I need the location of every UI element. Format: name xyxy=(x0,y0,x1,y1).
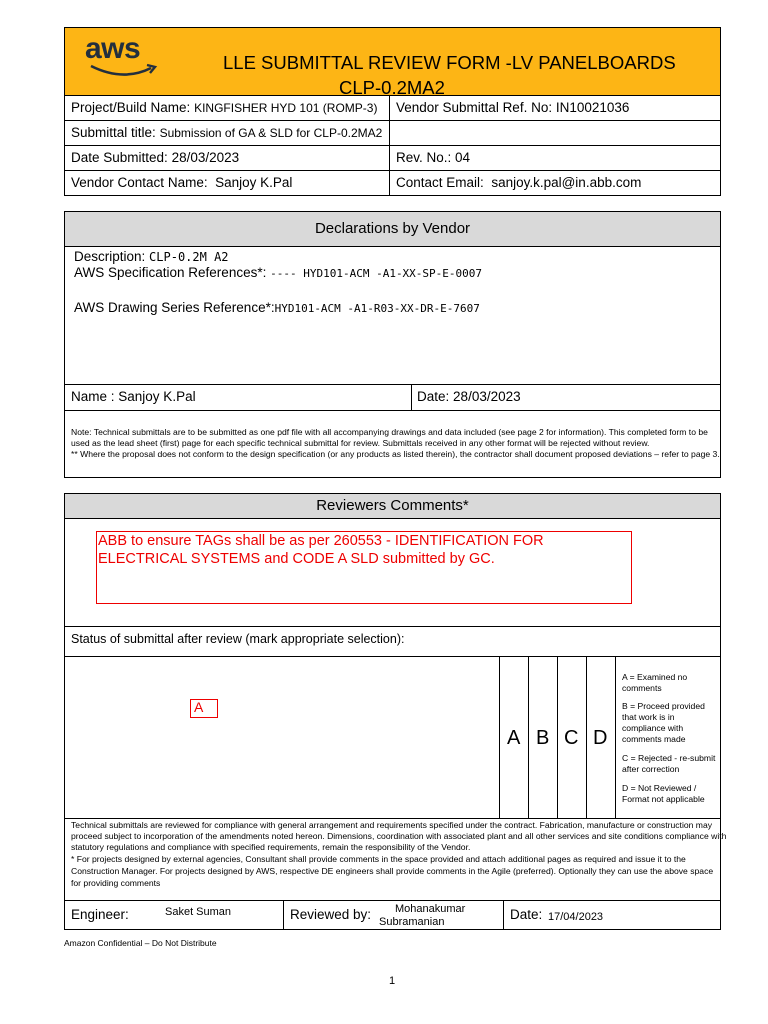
status-option-c[interactable]: C xyxy=(564,727,579,749)
selected-status-value: A xyxy=(194,699,204,715)
aws-logo xyxy=(85,32,165,72)
reviewed-by-label: Reviewed by: xyxy=(290,907,372,922)
status-label: Status of submittal after review (mark appropriate selection): xyxy=(71,632,405,646)
status-option-b[interactable]: B xyxy=(536,727,550,749)
title-value: Submission of GA & SLD for CLP-0.2MA2 xyxy=(159,126,383,140)
legend-c2: after correction xyxy=(622,764,680,774)
rev-label: Rev. No.: xyxy=(396,150,452,165)
form-subtitle: CLP-0.2MA2 xyxy=(339,77,445,98)
form-header xyxy=(64,27,721,96)
declarations-heading: Declarations by Vendor xyxy=(314,220,471,237)
reviewed-by-value-2: Subramanian xyxy=(379,916,445,928)
contact-email-value: sanjoy.k.pal@in.abb.com xyxy=(491,175,642,190)
contact-name-value: Sanjoy K.Pal xyxy=(215,175,293,190)
legend-d2: Format not applicable xyxy=(622,794,705,804)
fine-print-6: for providing comments xyxy=(71,878,161,888)
engineer-label: Engineer: xyxy=(71,907,129,922)
legend-b2: that work is in xyxy=(622,712,675,722)
form-title: LLE SUBMITTAL REVIEW FORM -LV PANELBOARDS xyxy=(223,52,676,73)
vendor-date-label: Date: xyxy=(417,389,450,404)
vendor-ref-value: IN10021036 xyxy=(555,100,630,115)
fine-print-5: Construction Manager. For projects designed by AWS, respective DE engineers shall provide comments in the Agile (preferred). Optionally they can use the above space xyxy=(71,866,714,876)
comment-line-2: ELECTRICAL SYSTEMS and CODE A SLD submitted by GC. xyxy=(98,551,495,567)
fine-print-3: statutory regulations and compliance with specified requirements, remain the responsibility of the Vendor. xyxy=(71,842,471,852)
title-label: Submittal title: xyxy=(71,125,156,140)
spec-value: ---- HYD101-ACM -A1-XX-SP-E-0007 xyxy=(270,267,483,280)
note-line-1: Note: Technical submittals are to be submitted as one pdf file with all accompanying drawings and data included (see page 2 for information). This completed form to be xyxy=(71,427,708,437)
review-date-label: Date: xyxy=(510,907,543,922)
legend-c1: C = Rejected - re-submit xyxy=(622,753,716,763)
description-value: CLP-0.2M A2 xyxy=(149,250,229,264)
date-submitted-value: 28/03/2023 xyxy=(171,150,240,165)
project-value: KINGFISHER HYD 101 (ROMP-3) xyxy=(194,101,378,115)
fine-print-4: * For projects designed by external agencies, Consultant shall provide comments in the space provided and attach additional pages as required and issue it to the xyxy=(71,854,686,864)
legend-d1: D = Not Reviewed / xyxy=(622,783,697,793)
reviewers-heading: Reviewers Comments* xyxy=(316,497,469,514)
engineer-value: Saket Suman xyxy=(165,906,232,918)
vendor-ref-label: Vendor Submittal Ref. No: xyxy=(396,100,553,115)
rev-value: 04 xyxy=(455,150,471,165)
note-line-2: used as the lead sheet (first) page for each specific technical submittal for review. Submittals received in any other format will be rejected without review. xyxy=(71,438,650,448)
legend-b4: comments made xyxy=(622,734,686,744)
fine-print-2: proceed subject to incorporation of the amendments noted hereon. Dimensions, coordination with associated plant and all other services and site conditions compliance with xyxy=(71,831,727,841)
legend-a1: A = Examined no xyxy=(622,672,688,682)
comment-line-1: ABB to ensure TAGs shall be as per 260553 - IDENTIFICATION FOR xyxy=(98,533,544,549)
status-option-a[interactable]: A xyxy=(507,727,521,749)
legend-b1: B = Proceed provided xyxy=(622,701,705,711)
review-date-value: 17/04/2023 xyxy=(548,911,604,923)
vendor-name-label: Name : xyxy=(71,389,115,404)
legend-b3: compliance with xyxy=(622,723,684,733)
note-line-3: ** Where the proposal does not conform to the design specification (or any products as listed therein), the contractor shall document proposed deviations – refer to page 3. xyxy=(71,449,720,459)
contact-name-label: Vendor Contact Name: xyxy=(71,175,208,190)
aws-logo-text: aws xyxy=(85,32,141,65)
vendor-date-value: 28/03/2023 xyxy=(453,389,521,404)
drawing-value: HYD101-ACM -A1-R03-XX-DR-E-7607 xyxy=(274,302,480,315)
fine-print-1: Technical submittals are reviewed for compliance with general arrangement and requirements specified under the contract. Fabrication, manufacture or construction may xyxy=(71,820,713,830)
page-number: 1 xyxy=(389,975,396,987)
aws-smile-icon xyxy=(87,62,167,84)
status-option-d[interactable]: D xyxy=(593,727,608,749)
date-submitted-label: Date Submitted: xyxy=(71,150,168,165)
description-label: Description: xyxy=(74,249,146,264)
reviewed-by-value-1: Mohanakumar xyxy=(395,903,466,915)
spec-label: AWS Specification References*: xyxy=(74,265,267,280)
project-label: Project/Build Name: xyxy=(71,100,191,115)
drawing-label: AWS Drawing Series Reference*: xyxy=(74,300,275,315)
legend-a2: comments xyxy=(622,683,662,693)
vendor-name-value: Sanjoy K.Pal xyxy=(118,389,196,404)
confidential-note: Amazon Confidential – Do Not Distribute xyxy=(64,938,217,948)
contact-email-label: Contact Email: xyxy=(396,175,484,190)
